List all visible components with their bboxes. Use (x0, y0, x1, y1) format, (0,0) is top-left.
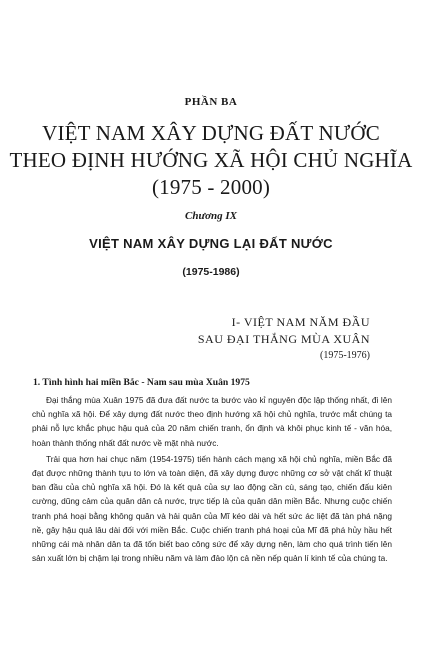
section-years: (1975-1976) (320, 350, 370, 361)
part-title-line: VIỆT NAM XÂY DỰNG ĐẤT NƯỚC (42, 121, 380, 145)
part-label: PHẦN BA (184, 96, 238, 108)
paragraph: Trải qua hơn hai chục năm (1954-1975) tiến hành cách mạng xã hội chủ nghĩa, miền Bắc đã đạt được những thành tựu to lớn và toàn diện, đã xây dựng được những cơ sở vật chất kĩ thuật ban đầu của chủ nghĩa xã hội. Đó là kết quả của sự lao động cần cù, sáng tạo, chiến đấu kiên cường, dũng cảm của quân dân cả nước, trực tiếp là của quân dân miền Bắc. Nhưng cuộc chiến tranh phá hoại bằng không quân và hải quân của Mĩ kéo dài và hết sức ác liệt đã tàn phá nặng nề, gây hậu quả lâu dài đối với miền Bắc. Cuộc chiến tranh phá hoại của Mĩ đã phá hủy hầu hết những cái mà nhân dân ta đã tốn biết bao công sức để xây dựng nên, làm cho quá trình tiến lên sản xuất lớn bị chậm lại trong nhiều năm và làm đảo lộn cả nền nếp quản lí kinh tế của chúng ta. (32, 453, 392, 564)
section-heading-line: SAU ĐẠI THẮNG MÙA XUÂN (197, 332, 370, 346)
body-text (32, 393, 392, 565)
chapter-title: VIỆT NAM XÂY DỰNG LẠI ĐẤT NƯỚC (89, 236, 333, 251)
section-heading (150, 314, 370, 348)
part-title (0, 120, 422, 201)
chapter-label: Chương IX (185, 210, 237, 222)
paragraph: Đại thắng mùa Xuân 1975 đã đưa đất nước ta bước vào kỉ nguyên độc lập thống nhất, đi lên chủ nghĩa xã hội. Để xây dựng đất nước theo định hướng xã hội chủ nghĩa, trước mắt chúng ta phải nỗ lực khắc phục hậu quả của 20 năm chiến tranh, ổn định và khôi phục kinh tế - văn hóa, hoàn thành thống nhất đất nước về mặt nhà nước. (32, 395, 392, 448)
part-title-years: (1975 - 2000) (151, 175, 271, 199)
subsection-heading: 1. Tình hình hai miền Bắc - Nam sau mùa Xuân 1975 (33, 377, 250, 388)
chapter-years: (1975-1986) (182, 266, 240, 278)
section-heading-line: I- VIỆT NAM NĂM ĐẦU (231, 315, 370, 329)
part-title-line: THEO ĐỊNH HƯỚNG XÃ HỘI CHỦ NGHĨA (9, 148, 413, 172)
